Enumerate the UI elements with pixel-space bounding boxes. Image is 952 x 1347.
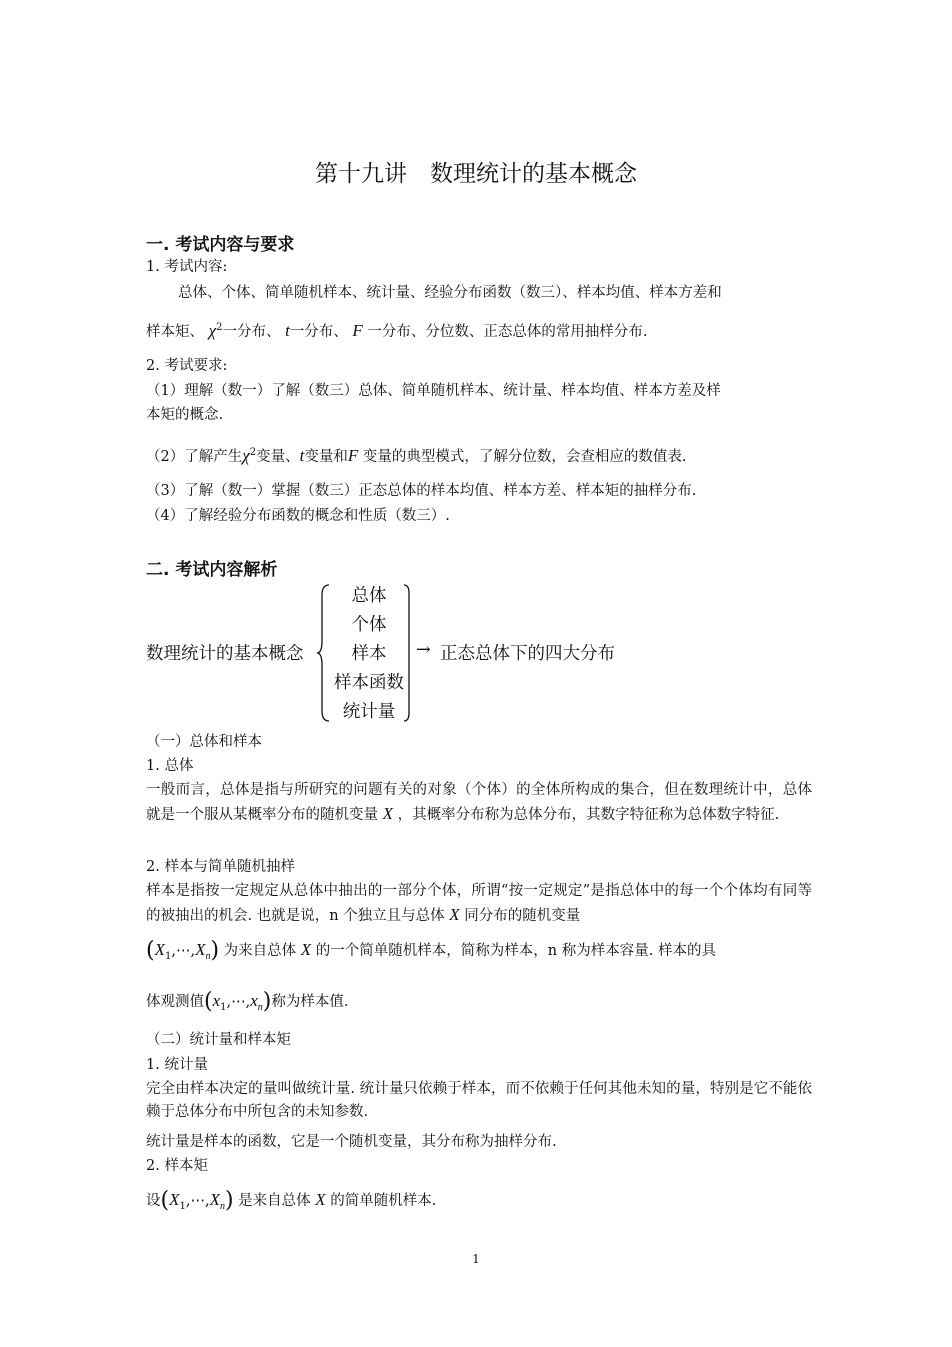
paragraph-3-label: 1. 统计量	[146, 1057, 208, 1073]
requirement-2: （2）了解产生$\chi^2$变量、t变量和F 变量的典型模式，了解分位数，会查相应的数值表.	[146, 445, 687, 465]
chi-symbol: χ	[208, 320, 217, 340]
requirement-4: （4）了解经验分布函数的概念和性质（数三）.	[146, 508, 450, 524]
section-heading-2: 二. 考试内容解析	[146, 560, 278, 580]
paragraph-2-label: 2. 样本与简单随机抽样	[146, 859, 295, 875]
requirement-1-line-1: （1）理解（数一）了解（数三）总体、简单随机样本、统计量、样本均值、样本方差及样	[146, 383, 721, 399]
paragraph-1-text: 一般而言，总体是指与所研究的问题有关的对象（个体）的全体所构成的集合，但在数理统计中，总体就是一个服从某概率分布的随机变量 X ，其概率分布称为总体分布，其数字特征称为总体数字特征.	[146, 782, 812, 823]
content-label: 1. 考试内容:	[146, 259, 228, 275]
subsection-heading-2: （二）统计量和样本矩	[146, 1032, 291, 1048]
diagram-root-label: 数理统计的基本概念	[146, 644, 304, 664]
requirement-3: （3）了解（数一）掌握（数三）正态总体的样本均值、样本方差、样本矩的抽样分布.	[146, 483, 697, 499]
diagram-item-zongti: 总体	[351, 586, 387, 606]
paragraph-4-label: 2. 样本矩	[146, 1158, 208, 1174]
paragraph-4-text: 设$(X_1,\cdots,X_n)$ 是来自总体 X 的简单随机样本.	[146, 1188, 437, 1213]
diagram-item-yangben: 样本	[351, 644, 387, 664]
requirement-1-line-2: 本矩的概念.	[146, 407, 224, 423]
diagram-item-geti: 个体	[351, 615, 387, 635]
paragraph-2-text: 样本是指按一定规定从总体中抽出的一部分个体，所谓“按一定规定”是指总体中的每一个个体均有同等的被抽出的机会. 也就是说，n 个独立且与总体 X 同分布的随机变量	[146, 883, 812, 924]
paragraph-3-text: 完全由样本决定的量叫做统计量. 统计量只依赖于样本，而不依赖于任何其他未知的量，特别是它不能依赖于总体分布中所包含的未知参数.	[146, 1081, 812, 1120]
page-title: 第十九讲 数理统计的基本概念	[315, 161, 637, 187]
diagram-arrow: →	[416, 640, 431, 660]
page-number: 1	[472, 1252, 480, 1266]
paragraph-1-label: 1. 总体	[146, 758, 194, 774]
left-brace-icon	[316, 583, 332, 723]
content-line-1: 总体、个体、简单随机样本、统计量、经验分布函数（数三）、样本均值、样本方差和	[178, 285, 722, 301]
requirements-label: 2. 考试要求:	[146, 358, 228, 374]
diagram-result: 正态总体下的四大分布	[440, 644, 615, 664]
subsection-heading-1: （一）总体和样本	[146, 734, 262, 750]
diagram-item-tongjiliang: 统计量	[342, 702, 396, 722]
diagram-item-yangben-hanshu: 样本函数	[334, 673, 404, 693]
paragraph-2-line-4: $(X_1,\cdots,X_n)$ 为来自总体 X 的一个简单随机样本，简称为样本，n 称为样本容量. 样本的具	[146, 938, 716, 963]
section-heading-1: 一. 考试内容与要求	[146, 235, 295, 255]
right-bracket-icon	[402, 583, 414, 723]
content-line-2: 样本矩、 $\chi^2$一分布、 t一分布、 F 一分布、分位数、正态总体的常用抽样分布.	[146, 320, 648, 340]
paragraph-3-text-2: 统计量是样本的函数，它是一个随机变量，其分布称为抽样分布.	[146, 1134, 557, 1150]
paragraph-2-line-5: 体观测值$(x_1,\cdots,x_n)$称为样本值.	[146, 989, 349, 1014]
